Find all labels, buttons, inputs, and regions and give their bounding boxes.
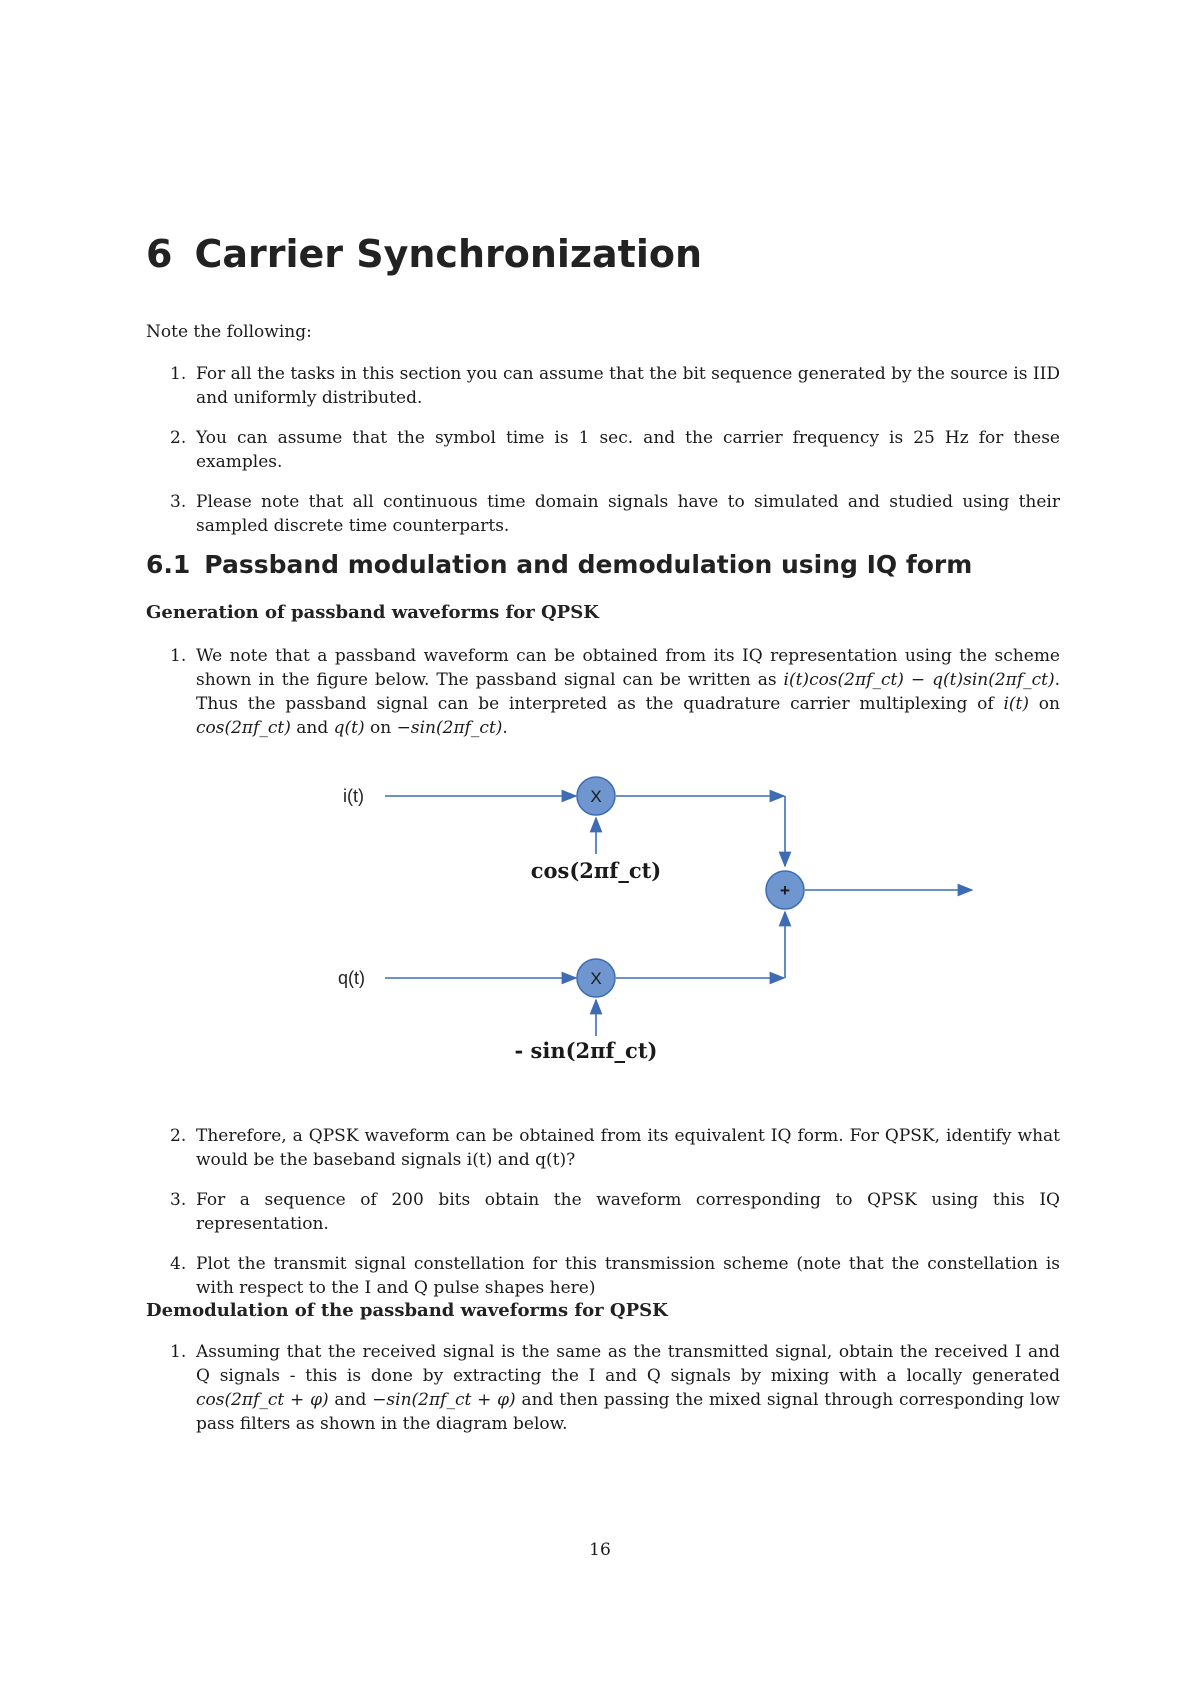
list-item: 1. We note that a passband waveform can be obtained from its IQ representation using the scheme shown in the figure below. The passband signal can be written as i(t)cos(2πf_ct) − q(t)sin(2πf_ct). Thus the passband signal can be interpreted as the quadrature carrier multiplexing of i(t) on cos(2πf_ct) and q(t) on −sin(2πf_ct).	[170, 646, 1061, 738]
chapter-heading	[146, 232, 702, 276]
notes-list	[146, 362, 1060, 554]
section-title: Passband modulation and demodulation using IQ form	[204, 550, 973, 579]
chapter-title: Carrier Synchronization	[194, 232, 703, 276]
mixer-q-node	[577, 959, 615, 997]
subsection-heading-generation: Generation of passband waveforms for QPSK	[146, 602, 599, 623]
math-expression: q(t)	[333, 718, 365, 738]
sin-carrier-label: - sin(2πf_ct)	[514, 1038, 658, 1063]
mixer-q-symbol: X	[590, 969, 602, 988]
diagram-lines	[385, 796, 972, 1036]
adder-symbol: +	[780, 881, 790, 900]
mixer-i-node	[577, 777, 615, 815]
demodulation-list	[146, 1340, 1060, 1452]
math-expression: i(t)	[1003, 694, 1030, 714]
generation-list-part2	[146, 1124, 1060, 1316]
list-item: 1. Assuming that the received signal is the same as the transmitted signal, obtain the received I and Q signals - this is done by extracting the I and Q signals by mixing with a locally generated cos(2πf_ct + φ) and −sin(2πf_ct + φ) and then passing the mixed signal through corresponding low pass filters as shown in the diagram below.	[170, 1342, 1060, 1434]
input-i-label: i(t)	[343, 786, 364, 806]
math-expression: cos(2πf_ct + φ)	[196, 1390, 329, 1410]
mixer-i-symbol: X	[590, 787, 602, 806]
list-item: 4. Plot the transmit signal constellation for this transmission scheme (note that the constellation is with respect to the I and Q pulse shapes here)	[170, 1254, 1060, 1298]
section-heading	[146, 550, 972, 579]
adder-node	[766, 871, 804, 909]
math-expression: i(t)cos(2πf_ct) − q(t)sin(2πf_ct)	[783, 670, 1055, 690]
subsection-heading-demodulation: Demodulation of the passband waveforms for QPSK	[146, 1300, 668, 1321]
list-item: 1. For all the tasks in this section you can assume that the bit sequence generated by the source is IID and uniformly distributed.	[170, 364, 1060, 408]
math-expression: cos(2πf_ct)	[196, 718, 291, 738]
math-expression: −sin(2πf_ct)	[396, 718, 503, 738]
list-item: 2. Therefore, a QPSK waveform can be obtained from its equivalent IQ form. For QPSK, identify what would be the baseband signals i(t) and q(t)?	[170, 1126, 1060, 1170]
input-q-label: q(t)	[338, 968, 365, 988]
cos-carrier-label: cos(2πf_ct)	[530, 858, 662, 883]
math-expression: −sin(2πf_ct + φ)	[372, 1390, 516, 1410]
page-number: 16	[589, 1540, 611, 1560]
list-item: 2. You can assume that the symbol time is 1 sec. and the carrier frequency is 25 Hz for these examples.	[170, 428, 1060, 472]
generation-list-part1	[146, 644, 1060, 756]
list-item: 3. For a sequence of 200 bits obtain the waveform corresponding to QPSK using this IQ representation.	[170, 1190, 1060, 1234]
chapter-number: 6	[146, 232, 173, 276]
section-number: 6.1	[146, 550, 191, 579]
list-item: 3. Please note that all continuous time domain signals have to simulated and studied using their sampled discrete time counterparts.	[170, 492, 1060, 536]
iq-modulator-diagram	[300, 760, 1000, 1080]
intro-text: Note the following:	[146, 322, 312, 342]
